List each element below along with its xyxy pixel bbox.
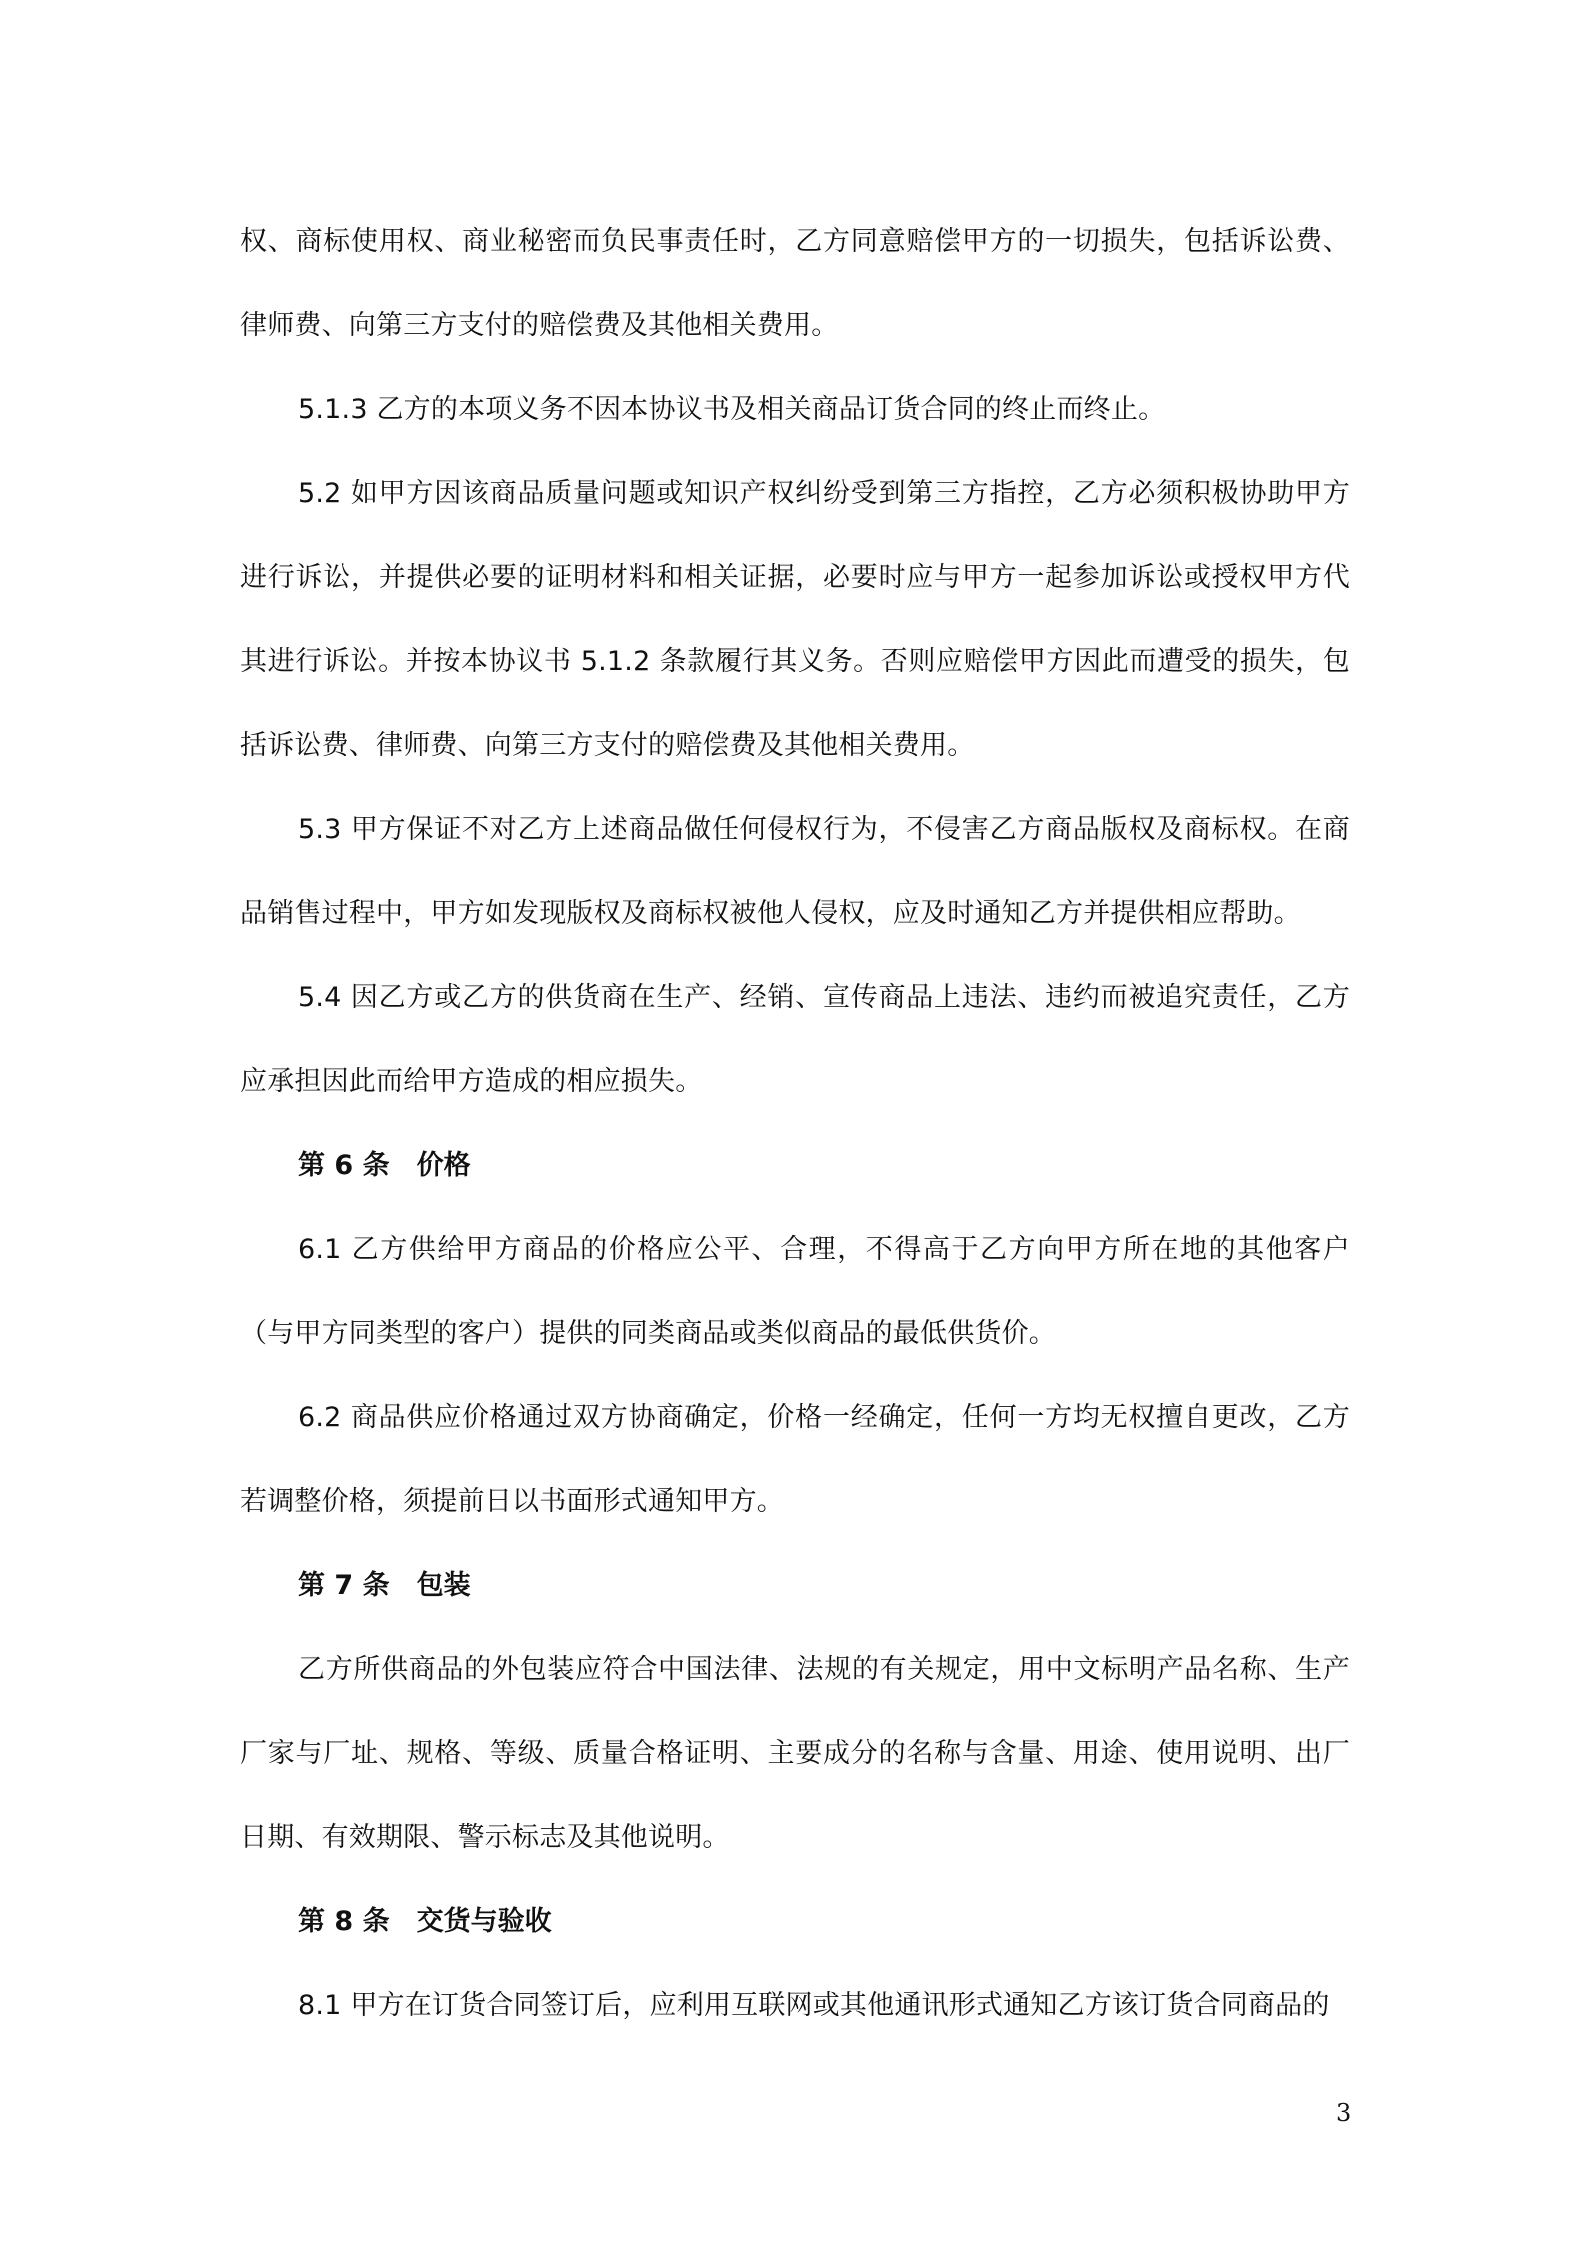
heading-article-6: 第 6 条 价格 <box>298 1150 471 1181</box>
body-text <box>240 200 1350 2048</box>
paragraph-7: 乙方所供商品的外包装应符合中国法律、法规的有关规定，用中文标明产品名称、生产厂家与厂址、规格、等级、质量合格证明、主要成分的名称与含量、用途、使用说明、出厂日期、有效期限、警示标志及其他说明。 <box>240 1654 1350 1853</box>
paragraph-5-1-2-continued: 权、商标使用权、商业秘密而负民事责任时，乙方同意赔偿甲方的一切损失，包括诉讼费、律师费、向第三方支付的赔偿费及其他相关费用。 <box>240 226 1350 341</box>
heading-article-7: 第 7 条 包装 <box>298 1570 471 1601</box>
heading-article-8: 第 8 条 交货与验收 <box>298 1906 552 1937</box>
paragraph-6-1: 6.1 乙方供给甲方商品的价格应公平、合理，不得高于乙方向甲方所在地的其他客户（与甲方同类型的客户）提供的同类商品或类似商品的最低供货价。 <box>240 1234 1350 1349</box>
paragraph-8-1: 8.1 甲方在订货合同签订后，应利用互联网或其他通讯形式通知乙方该订货合同商品的 <box>298 1990 1330 2021</box>
paragraph-5-3: 5.3 甲方保证不对乙方上述商品做任何侵权行为，不侵害乙方商品版权及商标权。在商品销售过程中，甲方如发现版权及商标权被他人侵权，应及时通知乙方并提供相应帮助。 <box>240 814 1350 929</box>
paragraph-5-1-3: 5.1.3 乙方的本项义务不因本协议书及相关商品订货合同的终止而终止。 <box>298 394 1166 425</box>
paragraph-5-2: 5.2 如甲方因该商品质量问题或知识产权纠纷受到第三方指控，乙方必须积极协助甲方进行诉讼，并提供必要的证明材料和相关证据，必要时应与甲方一起参加诉讼或授权甲方代其进行诉讼。并按本协议书 5.1.2 条款履行其义务。否则应赔偿甲方因此而遭受的损失，包括诉讼费、律师费、向第三方支付的赔偿费及其他相关费用。 <box>240 478 1350 761</box>
page-number: 3 <box>1336 2099 1352 2127</box>
paragraph-6-2: 6.2 商品供应价格通过双方协商确定，价格一经确定，任何一方均无权擅自更改，乙方若调整价格，须提前日以书面形式通知甲方。 <box>240 1402 1350 1517</box>
paragraph-5-4: 5.4 因乙方或乙方的供货商在生产、经销、宣传商品上违法、违约而被追究责任，乙方应承担因此而给甲方造成的相应损失。 <box>240 982 1350 1097</box>
